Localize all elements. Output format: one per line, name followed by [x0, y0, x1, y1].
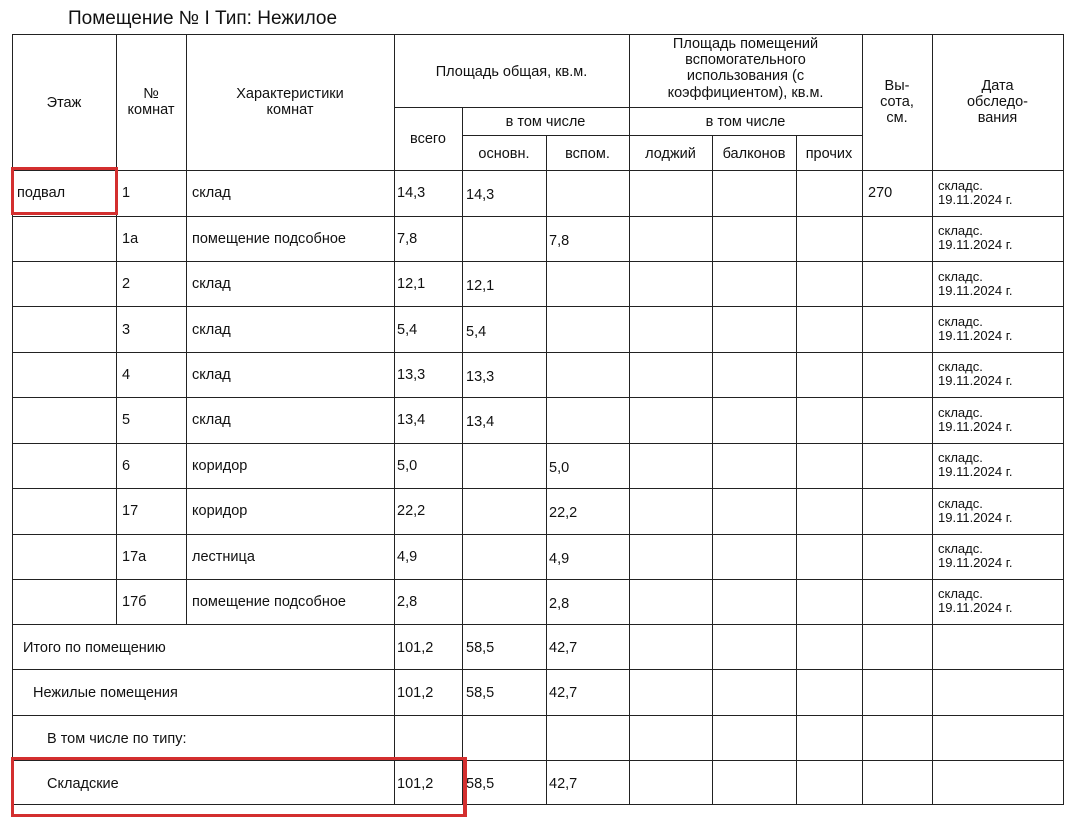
- header-aux-area: Площадь помещений вспомогательного использования (с коэффициентом), кв.м.: [667, 36, 824, 101]
- cell-total: 13,3: [397, 367, 426, 383]
- cell-total: 2,8: [397, 594, 418, 610]
- summary-aux: 42,7: [549, 776, 578, 792]
- cell-date: складс. 19.11.2024 г.: [938, 178, 1013, 208]
- cell-name: помещение подсобное: [192, 231, 346, 247]
- cell-date: складс. 19.11.2024 г.: [938, 541, 1013, 571]
- header-characteristics: Характеристики комнат: [236, 86, 344, 119]
- cell-name: склад: [192, 322, 231, 338]
- cell-room-no: 5: [122, 412, 131, 428]
- cell-main: 13,3: [466, 369, 495, 385]
- cell-room-no: 4: [122, 367, 131, 383]
- cell-total: 14,3: [397, 185, 426, 201]
- header-height: Вы- сота, см.: [880, 78, 914, 127]
- cell-aux: 2,8: [549, 596, 570, 612]
- cell-room-no: 1: [122, 185, 131, 201]
- cell-name: склад: [192, 276, 231, 292]
- summary-total: 101,2: [397, 776, 434, 792]
- cell-total: 7,8: [397, 231, 418, 247]
- header-loggias: лоджий: [645, 146, 696, 162]
- header-other: прочих: [805, 146, 853, 162]
- cell-name: коридор: [192, 503, 248, 519]
- highlight-warehouse-box: [11, 757, 467, 817]
- header-floor: Этаж: [46, 95, 82, 111]
- cell-name: коридор: [192, 458, 248, 474]
- cell-room-no: 6: [122, 458, 131, 474]
- cell-floor: подвал: [17, 185, 66, 201]
- cell-total: 5,0: [397, 458, 418, 474]
- cell-main: 12,1: [466, 278, 495, 294]
- cell-aux: 4,9: [549, 551, 570, 567]
- header-all: всего: [410, 131, 446, 147]
- cell-room-no: 1а: [122, 231, 139, 247]
- cell-date: складс. 19.11.2024 г.: [938, 359, 1013, 389]
- header-total-area: Площадь общая, кв.м.: [435, 64, 588, 80]
- cell-date: складс. 19.11.2024 г.: [938, 450, 1013, 480]
- cell-total: 13,4: [397, 412, 426, 428]
- cell-date: складс. 19.11.2024 г.: [938, 269, 1013, 299]
- cell-name: помещение подсобное: [192, 594, 346, 610]
- summary-main: 58,5: [466, 776, 495, 792]
- cell-aux: 7,8: [549, 233, 570, 249]
- cell-room-no: 3: [122, 322, 131, 338]
- summary-label: Нежилые помещения: [33, 685, 178, 701]
- header-balconies: балконов: [722, 146, 786, 162]
- cell-main: 5,4: [466, 324, 487, 340]
- highlight-floor-box: [11, 167, 118, 215]
- cell-aux: 5,0: [549, 460, 570, 476]
- summary-aux: 42,7: [549, 685, 578, 701]
- summary-aux: 42,7: [549, 640, 578, 656]
- cell-date: складс. 19.11.2024 г.: [938, 405, 1013, 435]
- cell-date: складс. 19.11.2024 г.: [938, 496, 1013, 526]
- cell-room-no: 2: [122, 276, 131, 292]
- header-incl-2: в том числе: [705, 114, 786, 130]
- cell-room-no: 17б: [122, 594, 147, 610]
- cell-name: лестница: [192, 549, 255, 565]
- header-date: Дата обследо- вания: [966, 78, 1029, 127]
- cell-room-no: 17: [122, 503, 139, 519]
- cell-total: 4,9: [397, 549, 418, 565]
- cell-name: склад: [192, 412, 231, 428]
- cell-room-no: 17а: [122, 549, 147, 565]
- cell-main: 14,3: [466, 187, 495, 203]
- page-title: Помещение № I Тип: Нежилое: [68, 8, 338, 29]
- cell-date: складс. 19.11.2024 г.: [938, 314, 1013, 344]
- summary-label: В том числе по типу:: [47, 731, 187, 747]
- summary-label: Складские: [47, 776, 119, 792]
- cell-date: складс. 19.11.2024 г.: [938, 586, 1013, 616]
- cell-total: 12,1: [397, 276, 426, 292]
- summary-total: 101,2: [397, 640, 434, 656]
- cell-height: 270: [868, 185, 893, 201]
- cell-aux: 22,2: [549, 505, 578, 521]
- cell-name: склад: [192, 185, 231, 201]
- summary-label: Итого по помещению: [23, 640, 166, 656]
- cell-total: 22,2: [397, 503, 426, 519]
- cell-name: склад: [192, 367, 231, 383]
- header-aux: вспом.: [565, 146, 610, 162]
- summary-main: 58,5: [466, 640, 495, 656]
- cell-date: складс. 19.11.2024 г.: [938, 223, 1013, 253]
- header-room-no: № комнат: [127, 86, 175, 119]
- header-main: основн.: [478, 146, 530, 162]
- cell-main: 13,4: [466, 414, 495, 430]
- header-incl-1: в том числе: [505, 114, 586, 130]
- summary-total: 101,2: [397, 685, 434, 701]
- cell-total: 5,4: [397, 322, 418, 338]
- summary-main: 58,5: [466, 685, 495, 701]
